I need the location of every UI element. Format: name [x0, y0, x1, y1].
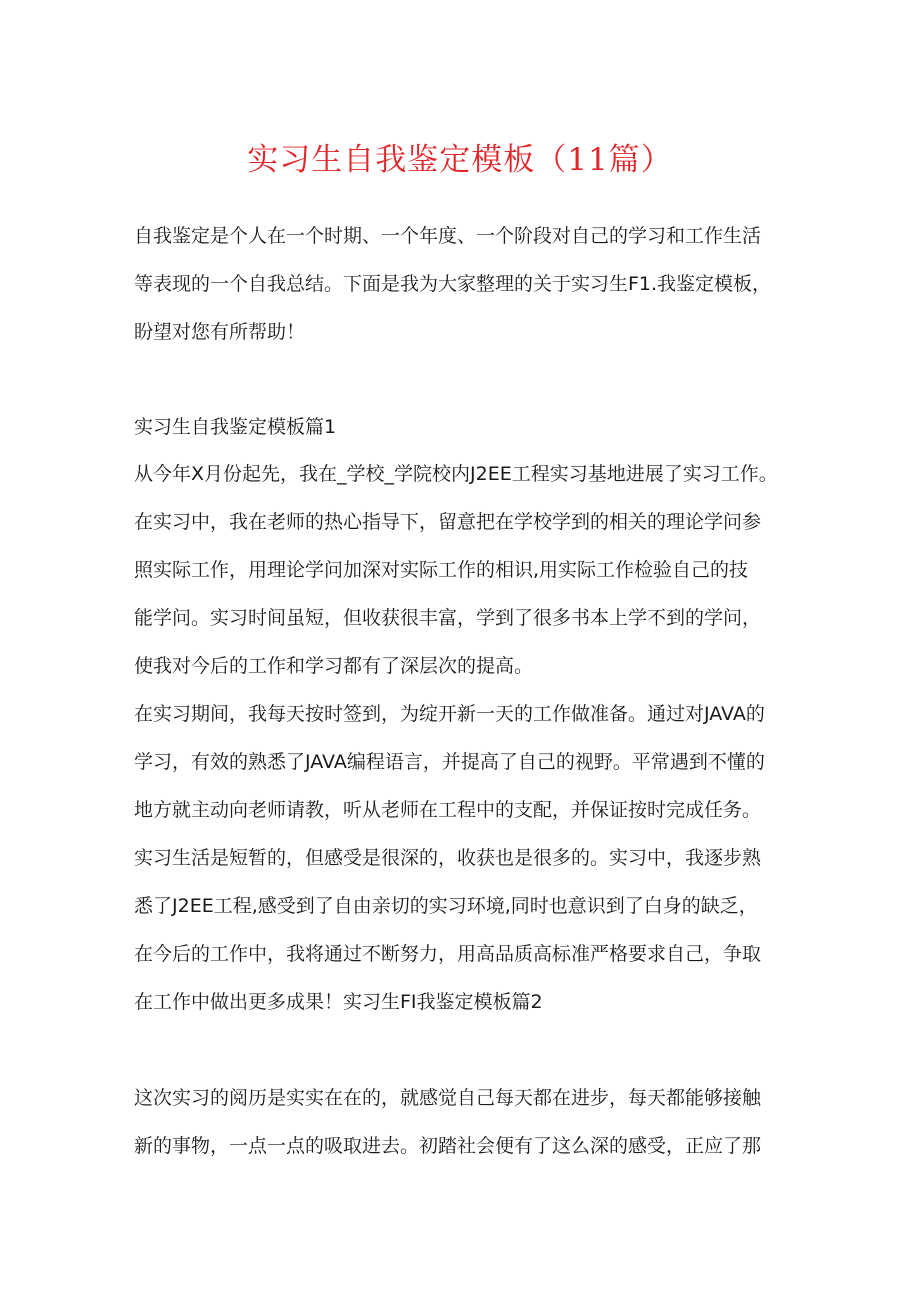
body-line: 使我对今后的工作和学习都有了深层次的提高。 [134, 655, 534, 677]
intro-paragraph [134, 212, 804, 356]
section-heading-text: 实习生自我鉴定模板篇1 [134, 416, 337, 438]
section-heading [134, 403, 804, 451]
section-body-2 [134, 1074, 804, 1170]
body-line: 从今年X月份起先，我在_学校_学院校内J2EE工程实习基地进展了实习工作。 [134, 463, 778, 485]
body-line: 在实习期间，我每天按时签到，为绽开新一天的工作做准备。通过对JAVA的 [134, 703, 765, 725]
intro-line: 盼望对您有所帮助！ [134, 321, 306, 343]
body-line: 在今后的工作中，我将通过不断努力，用高品质高标准严格要求自己，争取 [134, 943, 762, 965]
body-line: 这次实习的阅历是实实在在的，就感觉自己每天都在进步，每天都能够接触 [134, 1087, 762, 1109]
intro-line: 自我鉴定是个人在一个时期、一个年度、一个阶段对自己的学习和工作生活 [134, 225, 762, 247]
body-line: 实习生活是短暂的，但感受是很深的，收获也是很多的。实习中，我逐步熟 [134, 847, 762, 869]
body-line: 地方就主动向老师请教，听从老师在工程中的支配，并保证按时完成任务。 [134, 799, 762, 821]
body-line: 照实际工作，用理论学问加深对实际工作的相识,用实际工作检验自己的技 [134, 559, 749, 581]
body-line: 学习，有效的熟悉了JAVA编程语言，并提高了自己的视野。平常遇到不懂的 [134, 751, 765, 773]
body-line: 在工作中做出更多成果！实习生FI我鉴定模板篇2 [134, 991, 543, 1013]
intro-line: 等表现的一个自我总结。下面是我为大家整理的关于实习生F1.我鉴定模板， [134, 273, 772, 295]
body-line: 新的事物，一点一点的吸取进去。初踏社会便有了这么深的感受，正应了那 [134, 1135, 762, 1157]
body-line: 能学问。实习时间虽短，但收获很丰富，学到了很多书本上学不到的学问， [134, 607, 762, 629]
section-body [134, 450, 804, 1026]
body-line: 悉了J2EE工程,感受到了自由亲切的实习环境,同时也意识到了白身的缺乏， [134, 895, 758, 917]
body-line: 在实习中，我在老师的热心指导下，留意把在学校学到的相关的理论学问参 [134, 511, 762, 533]
document-title: 实习生自我鉴定模板（11篇） [247, 142, 673, 178]
